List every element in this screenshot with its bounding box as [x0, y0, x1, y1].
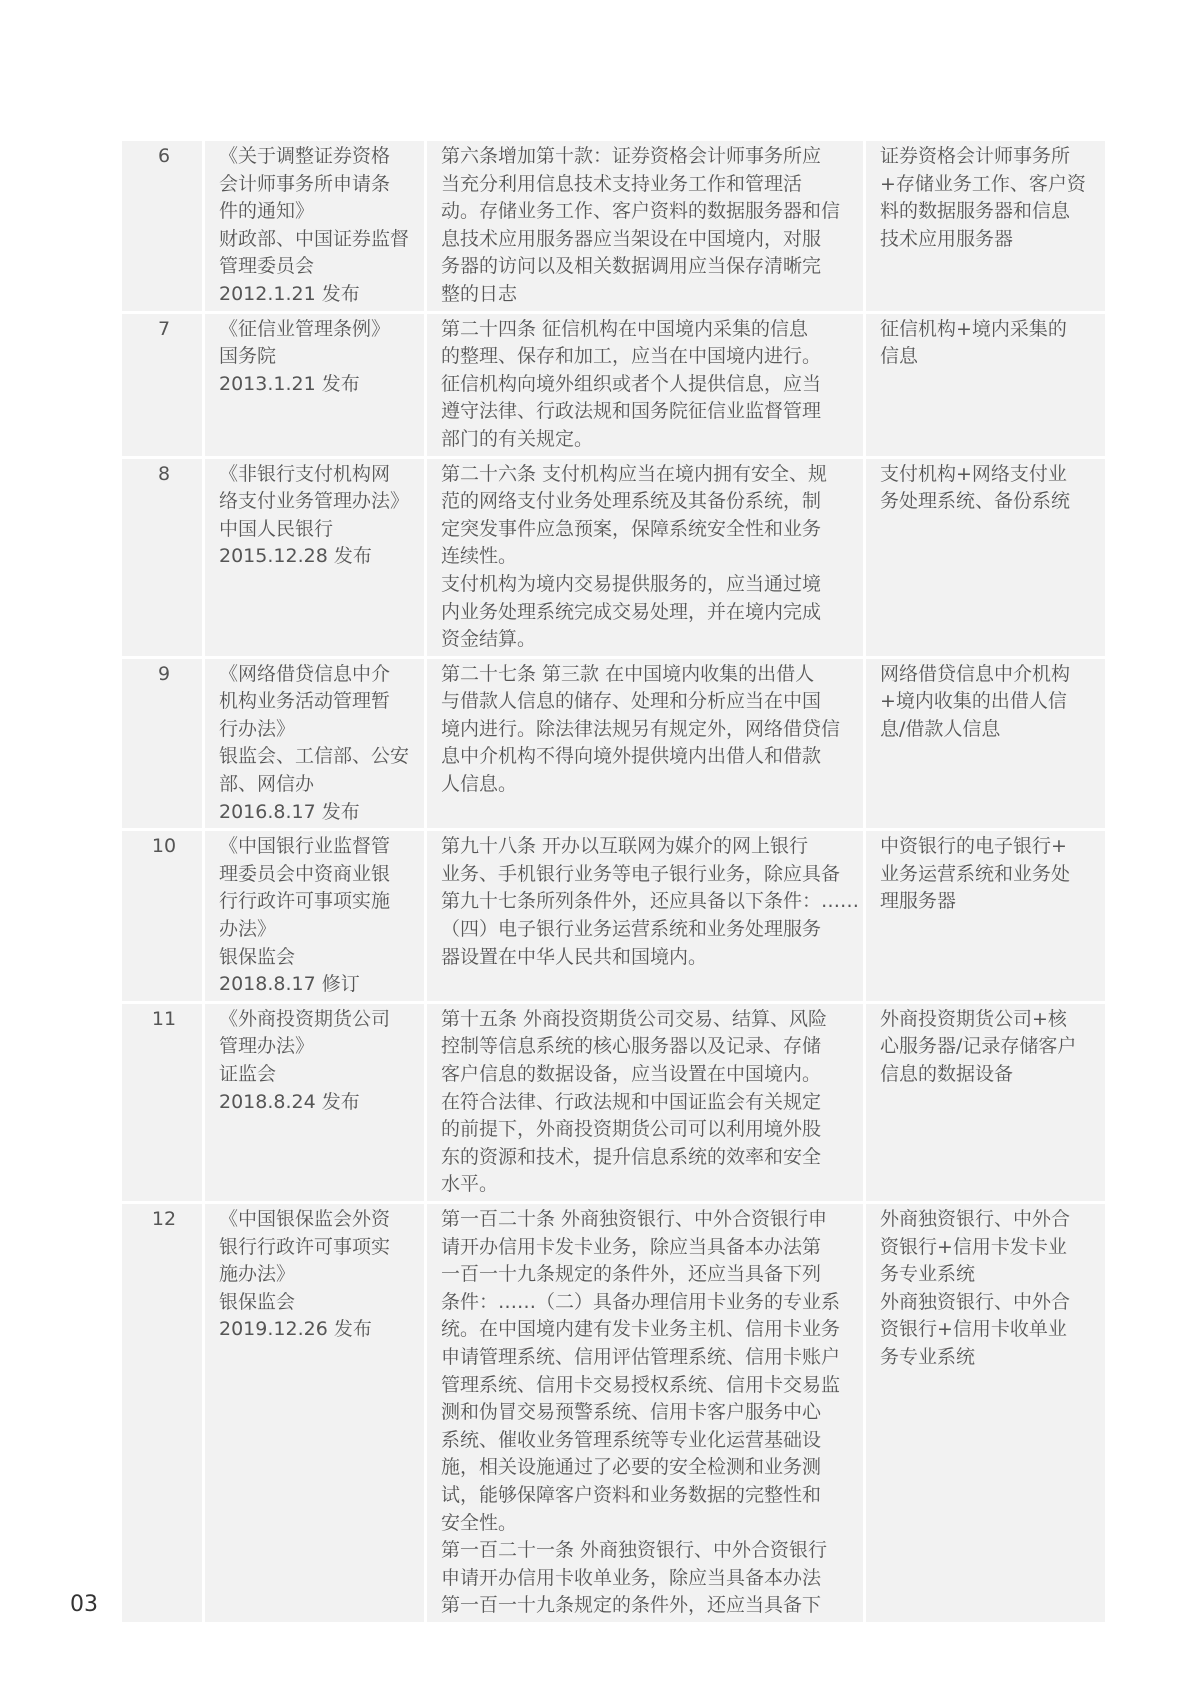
article-text: 第一百二十条 外商独资银行、中外合资银行申 请开办信用卡发卡业务，除应当具备本办法第 一百一十九条规定的条件外，还应当具备下列 条件：……（二）具备办理信用卡业务的专业系 统。在中国境内建有发卡业务主机、信用卡业务 申请管理系统、信用评估管理系统、信用卡账户 管理系统、信用卡交易授权系统、信用卡交易监 测和伪冒交易预警系统、信用卡客户服务中心 系统、催收业务管理系统等专业化运营基础设 施，相关设施通过了必要的安全检测和业务测 试，能够保障客户资料和业务数据的完整性和 安全性。 第一百二十一条 外商独资银行、中外合资银行 申请开办信用卡收单业务，除应当具备本办法 第一百一十九条规定的条件外，还应当具备下 — [427, 1204, 863, 1622]
regulation-table — [119, 138, 1108, 1625]
key-requirement: 中资银行的电子银行+ 业务运营系统和业务处 理服务器 — [866, 831, 1105, 1001]
table-row — [122, 831, 1105, 1001]
row-number: 12 — [122, 1204, 202, 1622]
key-requirement: 外商独资银行、中外合 资银行+信用卡发卡业 务专业系统 外商独资银行、中外合 资银行+信用卡收单业 务专业系统 — [866, 1204, 1105, 1622]
page-number: 03 — [70, 1592, 98, 1617]
row-number: 10 — [122, 831, 202, 1001]
regulation-name: 《中国银行业监督管 理委员会中资商业银 行行政许可事项实施 办法》 银保监会 2018.8.17 修订 — [205, 831, 424, 1001]
row-number: 6 — [122, 141, 202, 311]
regulation-name: 《中国银保监会外资 银行行政许可事项实 施办法》 银保监会 2019.12.26 发布 — [205, 1204, 424, 1622]
regulation-name: 《外商投资期货公司 管理办法》 证监会 2018.8.24 发布 — [205, 1004, 424, 1201]
table-row — [122, 459, 1105, 656]
article-text: 第六条增加第十款：证券资格会计师事务所应 当充分利用信息技术支持业务工作和管理活 动。存储业务工作、客户资料的数据服务器和信 息技术应用服务器应当架设在中国境内，对服 务器的访问以及相关数据调用应当保存清晰完 整的日志 — [427, 141, 863, 311]
table-row — [122, 659, 1105, 829]
regulation-name: 《网络借贷信息中介 机构业务活动管理暂 行办法》 银监会、工信部、公安 部、网信办 2016.8.17 发布 — [205, 659, 424, 829]
regulation-name: 《征信业管理条例》 国务院 2013.1.21 发布 — [205, 314, 424, 456]
row-number: 9 — [122, 659, 202, 829]
article-text: 第十五条 外商投资期货公司交易、结算、风险 控制等信息系统的核心服务器以及记录、存储 客户信息的数据设备，应当设置在中国境内。 在符合法律、行政法规和中国证监会有关规定 的前提下，外商投资期货公司可以利用境外股 东的资源和技术，提升信息系统的效率和安全 水平。 — [427, 1004, 863, 1201]
regulation-name: 《关于调整证券资格 会计师事务所申请条 件的通知》 财政部、中国证券监督 管理委员会 2012.1.21 发布 — [205, 141, 424, 311]
table-row — [122, 1204, 1105, 1622]
article-text: 第九十八条 开办以互联网为媒介的网上银行 业务、手机银行业务等电子银行业务，除应具备 第九十七条所列条件外，还应具备以下条件：…… （四）电子银行业务运营系统和业务处理服务 器设置在中华人民共和国境内。 — [427, 831, 863, 1001]
table-row — [122, 314, 1105, 456]
article-text: 第二十七条 第三款 在中国境内收集的出借人 与借款人信息的储存、处理和分析应当在中国 境内进行。除法律法规另有规定外，网络借贷信 息中介机构不得向境外提供境内出借人和借款 人信息。 — [427, 659, 863, 829]
regulation-name: 《非银行支付机构网 络支付业务管理办法》 中国人民银行 2015.12.28 发布 — [205, 459, 424, 656]
table-body — [122, 141, 1105, 1622]
row-number: 7 — [122, 314, 202, 456]
key-requirement: 支付机构+网络支付业 务处理系统、备份系统 — [866, 459, 1105, 656]
key-requirement: 网络借贷信息中介机构 +境内收集的出借人信 息/借款人信息 — [866, 659, 1105, 829]
key-requirement: 征信机构+境内采集的 信息 — [866, 314, 1105, 456]
table-row — [122, 1004, 1105, 1201]
article-text: 第二十四条 征信机构在中国境内采集的信息 的整理、保存和加工，应当在中国境内进行。 征信机构向境外组织或者个人提供信息，应当 遵守法律、行政法规和国务院征信业监督管理 部门的有关规定。 — [427, 314, 863, 456]
table-row — [122, 141, 1105, 311]
row-number: 11 — [122, 1004, 202, 1201]
row-number: 8 — [122, 459, 202, 656]
key-requirement: 外商投资期货公司+核 心服务器/记录存储客户 信息的数据设备 — [866, 1004, 1105, 1201]
key-requirement: 证券资格会计师事务所 +存储业务工作、客户资 料的数据服务器和信息 技术应用服务器 — [866, 141, 1105, 311]
article-text: 第二十六条 支付机构应当在境内拥有安全、规 范的网络支付业务处理系统及其备份系统，制 定突发事件应急预案，保障系统安全性和业务 连续性。 支付机构为境内交易提供服务的，应当通过境 内业务处理系统完成交易处理，并在境内完成 资金结算。 — [427, 459, 863, 656]
